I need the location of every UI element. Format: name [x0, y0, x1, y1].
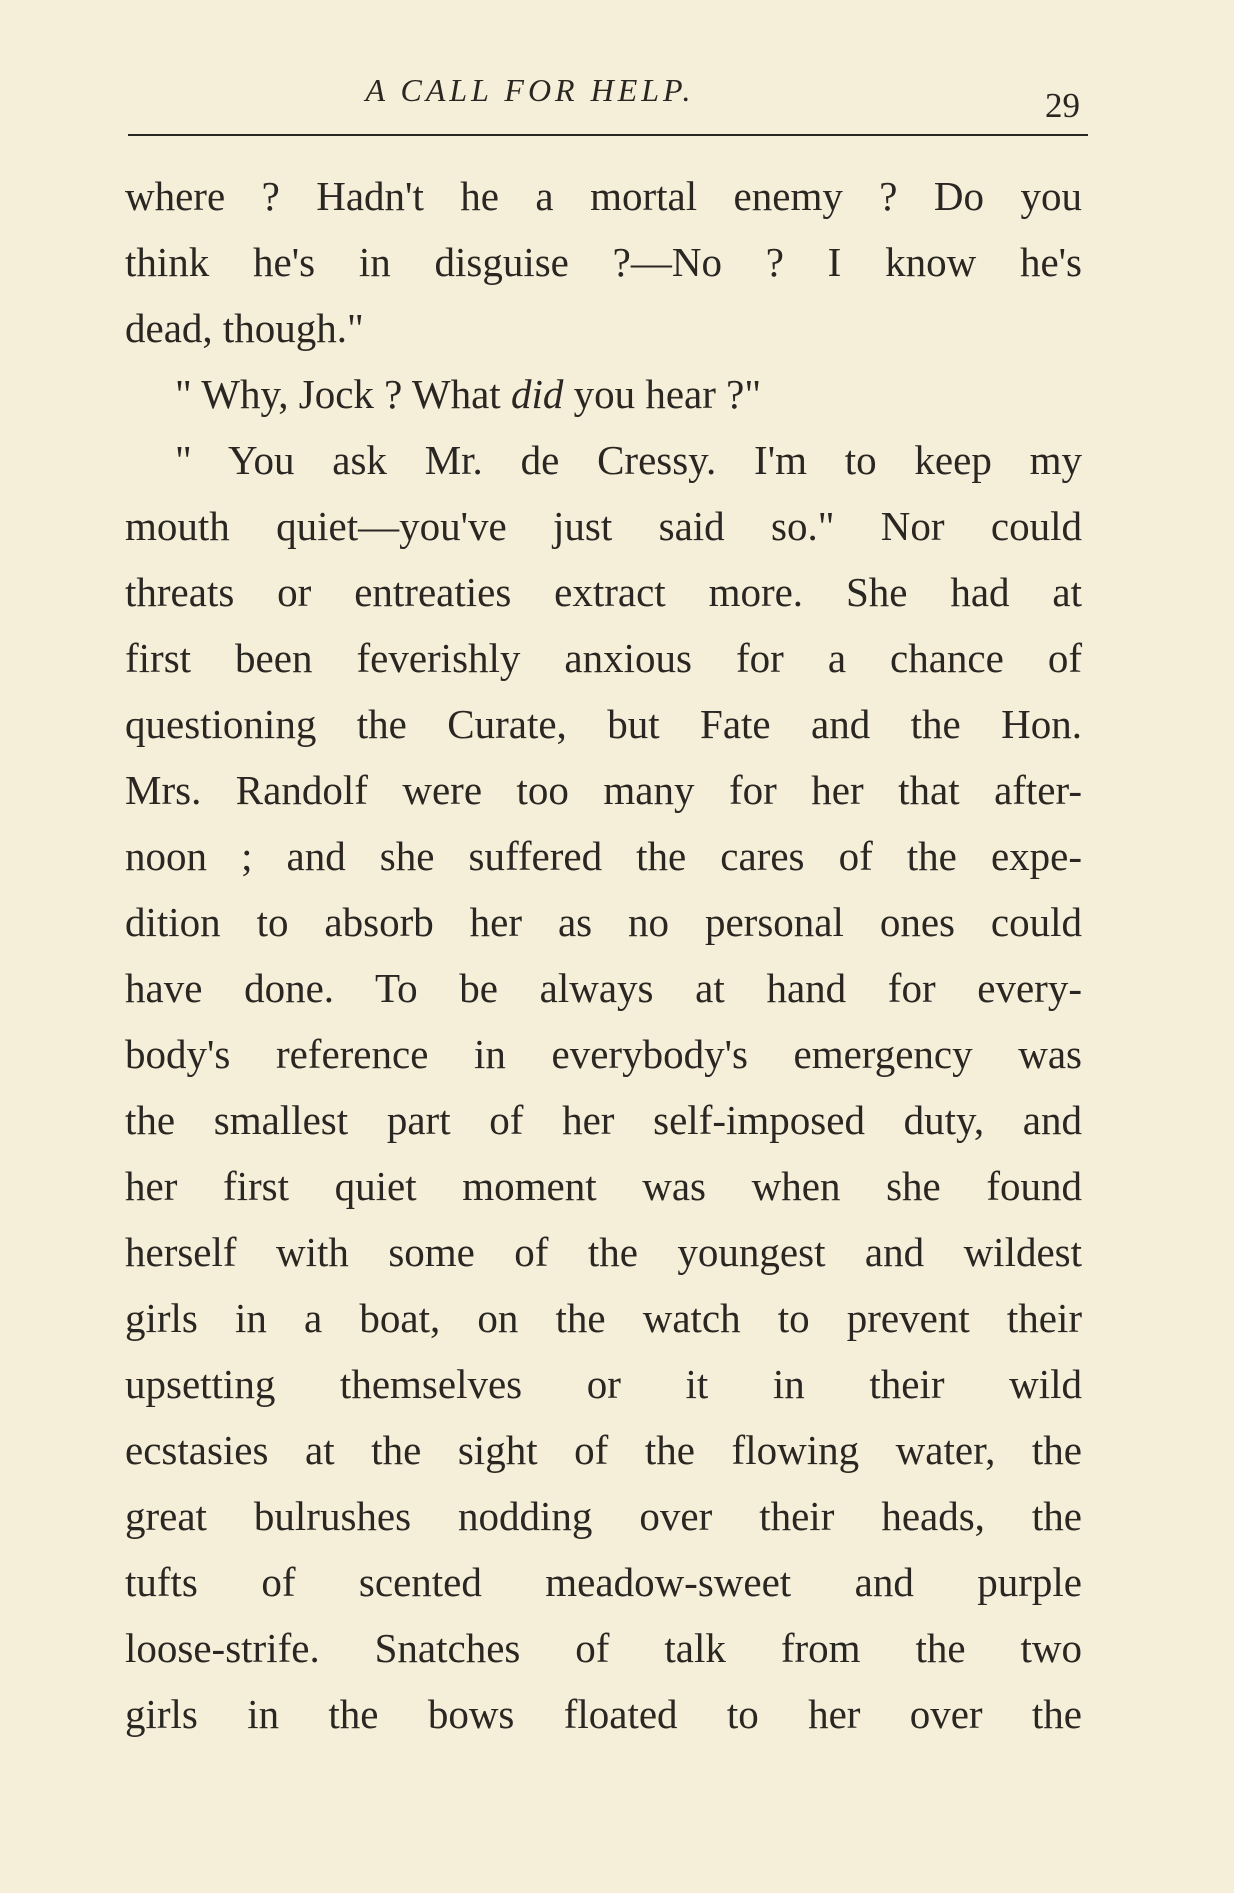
text-line: have done. To be always at hand for every- [125, 965, 1082, 1011]
text-line: tufts of scented meadow-sweet and purple [125, 1559, 1082, 1605]
text-line: dead, though." [125, 305, 364, 351]
text-line: body's reference in everybody's emergency was [125, 1031, 1082, 1077]
text-line: herself with some of the youngest and wildest [125, 1229, 1082, 1275]
text-line: noon ; and she suffered the cares of the expe- [125, 833, 1082, 879]
text-line: questioning the Curate, but Fate and the Hon. [125, 701, 1082, 747]
header-rule [128, 134, 1088, 136]
text-segment: you hear ?" [563, 371, 762, 417]
text-line: first been feverishly anxious for a chance of [125, 635, 1082, 681]
text-line: Mrs. Randolf were too many for her that after- [125, 767, 1082, 813]
text-line: girls in the bows floated to her over the [125, 1691, 1082, 1737]
body-text [125, 163, 1082, 1747]
text-line: where ? Hadn't he a mortal enemy ? Do you [125, 173, 1082, 219]
text-line: think he's in disguise ?—No ? I know he's [125, 239, 1082, 285]
text-line: mouth quiet—you've just said so." Nor could [125, 503, 1082, 549]
text-line: dition to absorb her as no personal ones could [125, 899, 1082, 945]
running-head [0, 72, 1234, 125]
text-line: upsetting themselves or it in their wild [125, 1361, 1082, 1407]
text-line: ecstasies at the sight of the flowing water, the [125, 1427, 1082, 1473]
running-head-title: A CALL FOR HELP. [365, 72, 695, 108]
text-line: great bulrushes nodding over their heads, the [125, 1493, 1082, 1539]
text-line: loose-strife. Snatches of talk from the two [125, 1625, 1082, 1671]
text-line: girls in a boat, on the watch to prevent their [125, 1295, 1082, 1341]
text-line: her first quiet moment was when she found [125, 1163, 1082, 1209]
emphasis-text: did [510, 371, 564, 417]
text-line: threats or entreaties extract more. She had at [125, 569, 1082, 615]
text-line: " You ask Mr. de Cressy. I'm to keep my [175, 437, 1082, 483]
text-line: the smallest part of her self-imposed duty, and [125, 1097, 1082, 1143]
page-number: 29 [1045, 86, 1080, 125]
text-segment: " Why, Jock ? What [175, 371, 511, 417]
text-line [125, 361, 1082, 427]
